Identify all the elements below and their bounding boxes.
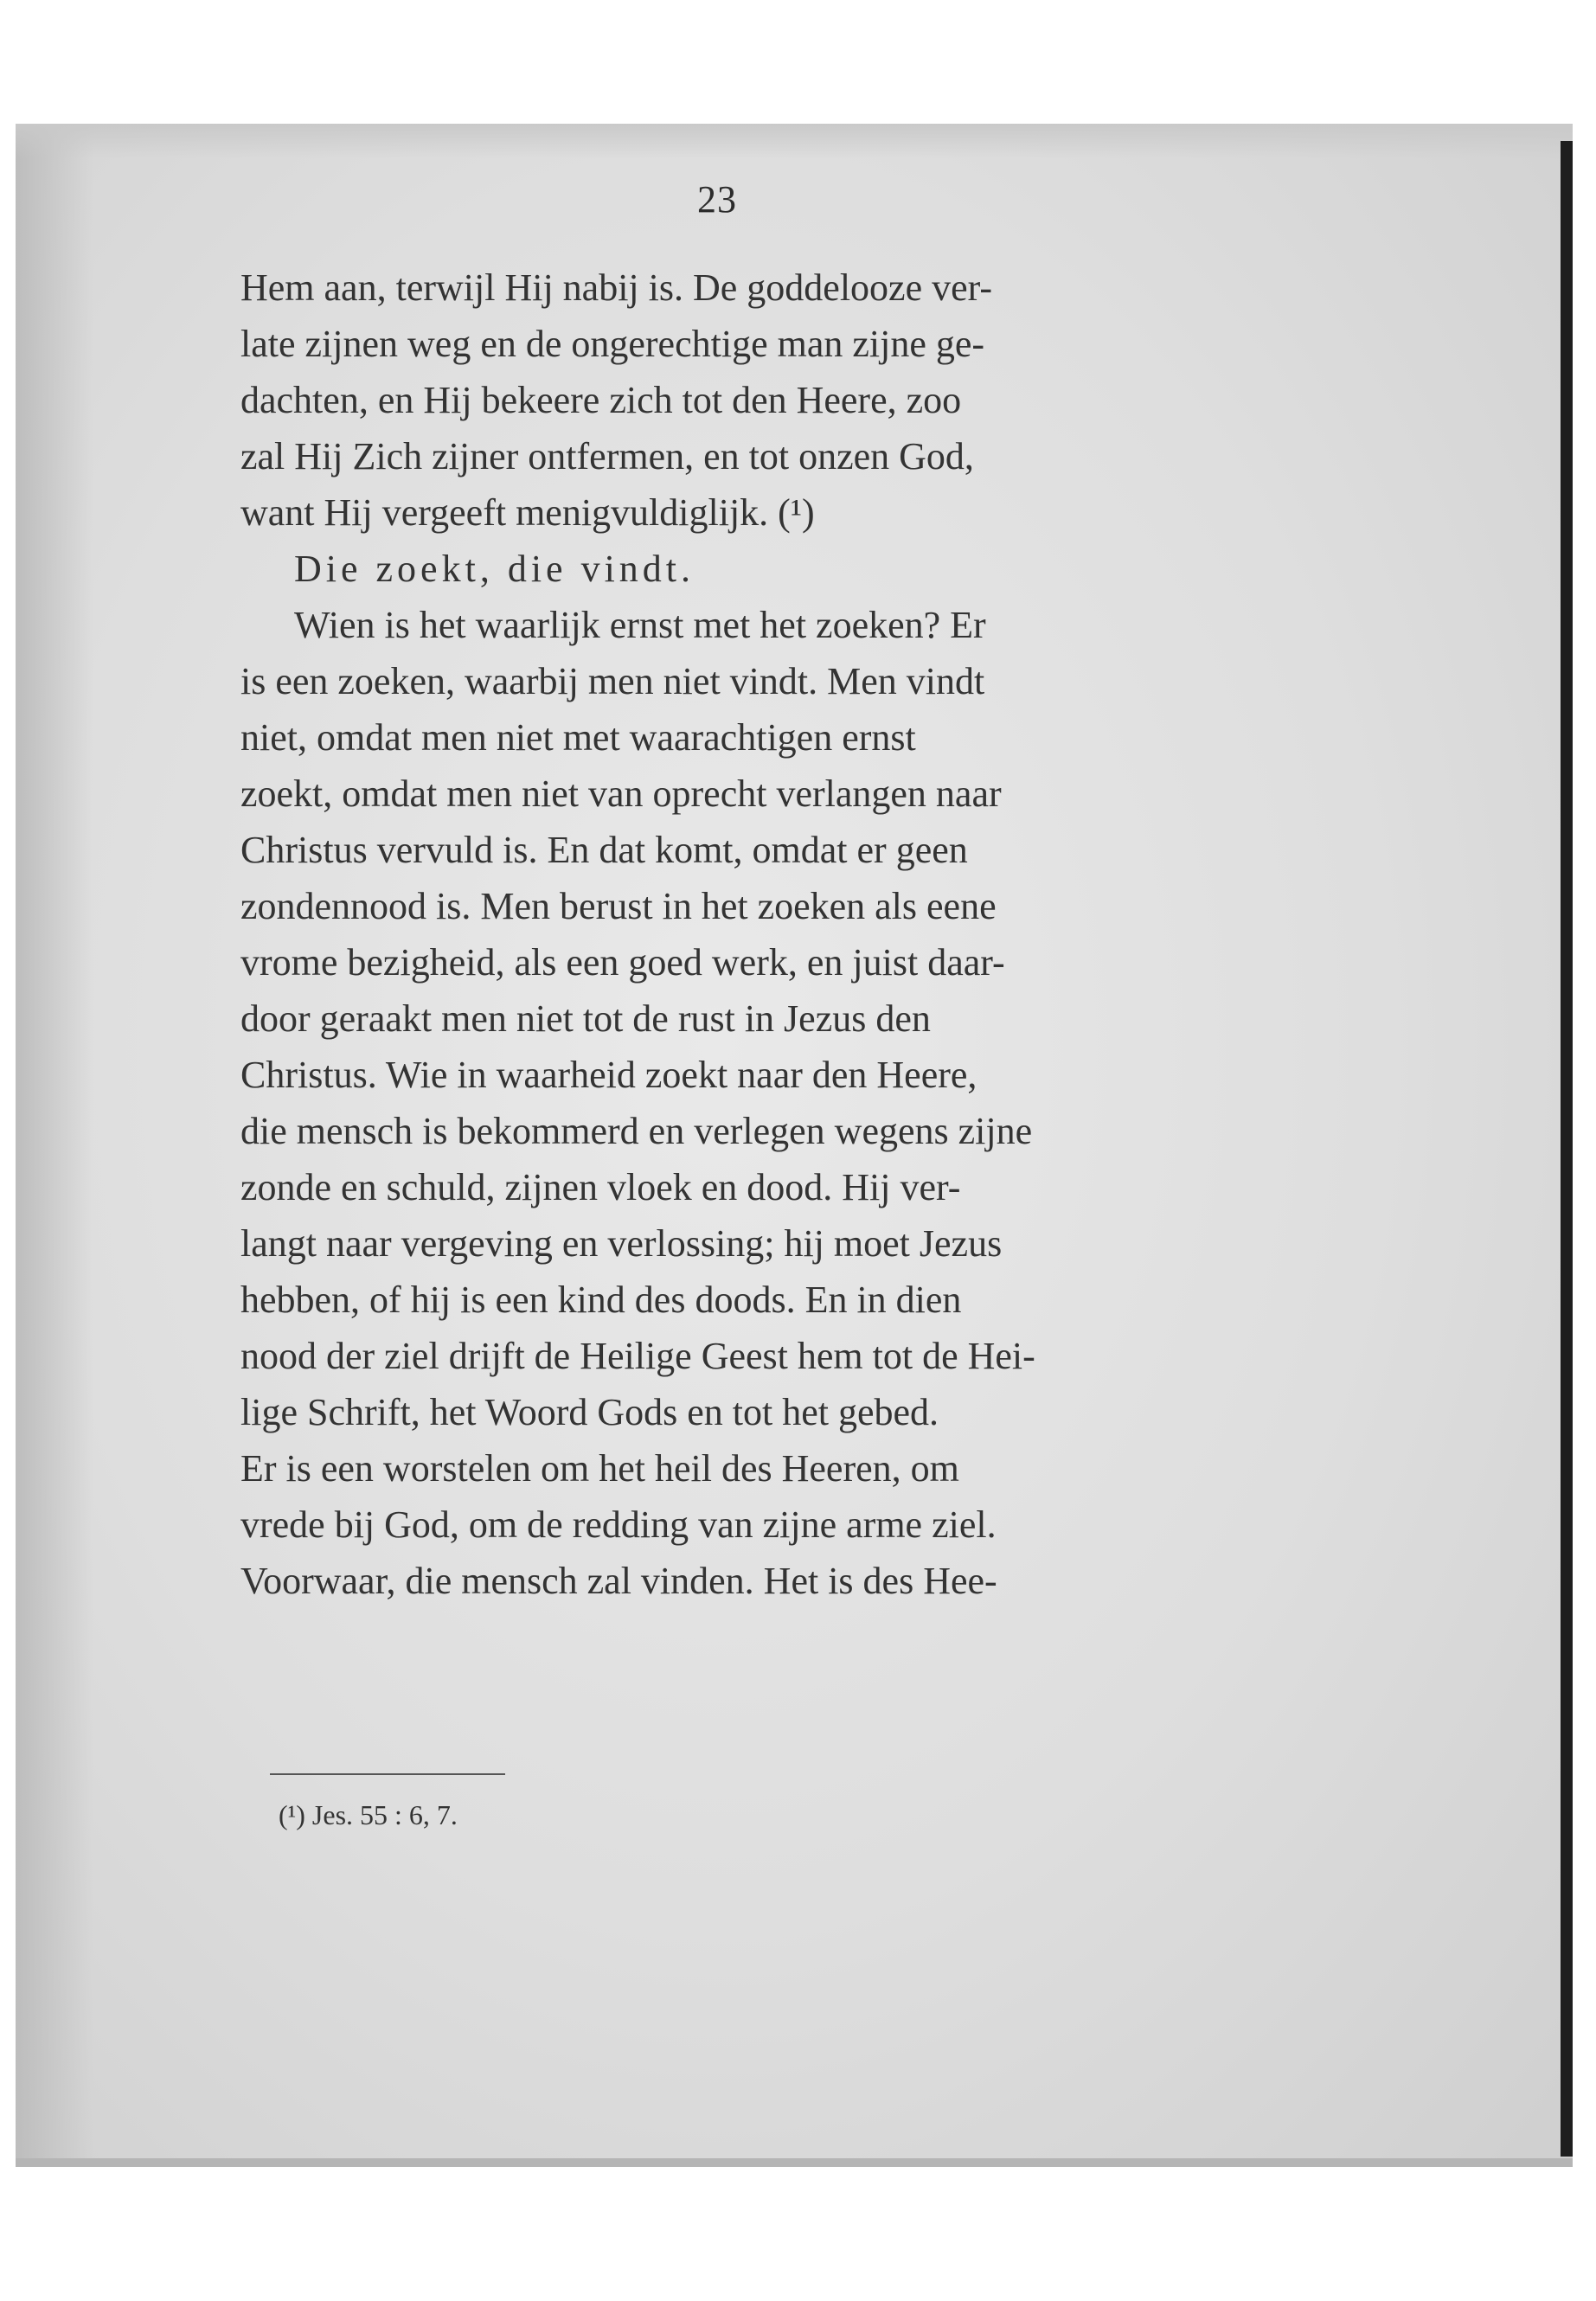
text-line: Hem aan, terwijl Hij nabij is. De goddelooze ver- [240,266,993,309]
text-line: zoekt, omdat men niet van oprecht verlangen naar [240,772,1002,815]
text-line: want Hij vergeeft menigvuldiglijk. (¹) [240,491,815,534]
page-shadow-left [16,124,93,2167]
text-line: die mensch is bekommerd en verlegen wegens zijne [240,1110,1033,1152]
text-line-heading: Die zoekt, die vindt. [294,548,695,590]
text-line: nood der ziel drijft de Heilige Geest hem tot de Hei- [240,1335,1035,1377]
text-line: is een zoeken, waarbij men niet vindt. Men vindt [240,660,985,702]
text-line: vrome bezigheid, als een goed werk, en juist daar- [240,941,1005,984]
page-number: 23 [697,178,737,221]
page-shadow-top [16,124,1573,158]
text-line: late zijnen weg en de ongerechtige man zijne ge- [240,323,985,365]
text-line: zonde en schuld, zijnen vloek en dood. Hij ver- [240,1166,961,1208]
body-text [240,260,1222,1609]
text-line: Voorwaar, die mensch zal vinden. Het is des Hee- [240,1560,997,1602]
page-edge-bottom [16,2158,1573,2167]
text-line: zondennood is. Men berust in het zoeken als eene [240,885,997,927]
page-edge-right [1561,141,1573,2157]
text-line: lige Schrift, het Woord Gods en tot het gebed. [240,1391,939,1433]
text-line: zal Hij Zich zijner ontfermen, en tot onzen God, [240,435,974,478]
text-line: vrede bij God, om de redding van zijne arme ziel. [240,1503,997,1546]
footnote-divider [270,1773,505,1775]
text-line: hebben, of hij is een kind des doods. En in dien [240,1279,962,1321]
text-line: Er is een worstelen om het heil des Heeren, om [240,1447,959,1490]
text-line: Wien is het waarlijk ernst met het zoeken? Er [294,604,986,646]
footnote: (¹) Jes. 55 : 6, 7. [279,1799,458,1830]
text-line: dachten, en Hij bekeere zich tot den Heere, zoo [240,379,962,421]
text-line: langt naar vergeving en verlossing; hij moet Jezus [240,1222,1003,1265]
text-line: Christus vervuld is. En dat komt, omdat er geen [240,829,968,871]
text-line: door geraakt men niet tot de rust in Jezus den [240,997,931,1040]
text-line: Christus. Wie in waarheid zoekt naar den Heere, [240,1054,977,1096]
text-line: niet, omdat men niet met waarachtigen ernst [240,716,916,759]
